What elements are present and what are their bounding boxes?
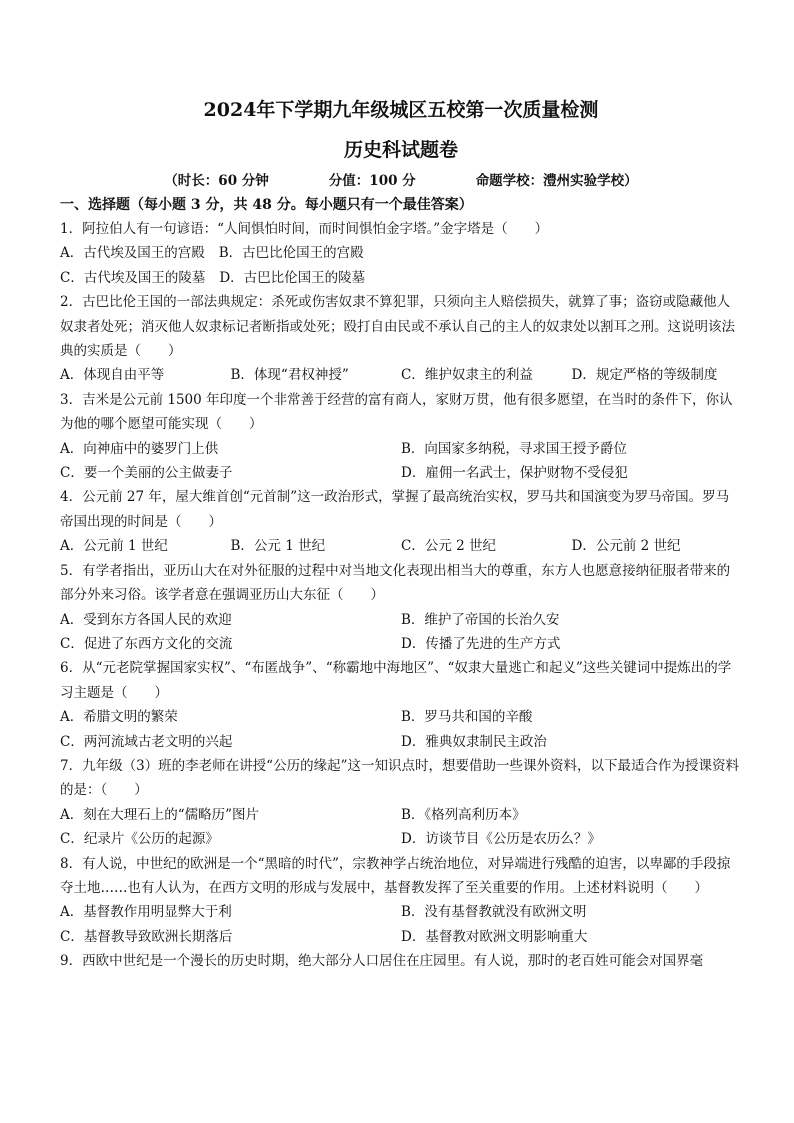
question-options [60, 363, 742, 387]
exam-title: 2024年下学期九年级城区五校第一次质量检测 [203, 99, 599, 121]
option: D．古巴比伦国王的陵墓 [219, 269, 366, 286]
option: D．传播了先进的生产方式 [401, 635, 561, 652]
option: C．基督教导致欧洲长期落后 [60, 928, 233, 945]
option: D．访谈节目《公历是农历么？》 [401, 831, 601, 848]
option: D．雇佣一名武士，保护财物不受侵犯 [401, 465, 628, 482]
option: C．维护奴隶主的利益 [401, 367, 533, 384]
option: A．希腊文明的繁荣 [60, 709, 178, 726]
exam-score: 分值：100 分 [328, 173, 416, 189]
option: A．刻在大理石上的“儒略历”图片 [60, 806, 260, 823]
option: A．体现自由平等 [60, 367, 165, 384]
question-options [60, 241, 742, 265]
option: C．纪录片《公历的起源》 [60, 831, 219, 848]
option: A．受到东方各国人民的欢迎 [60, 611, 232, 628]
option: A．古代埃及国王的宫殿 [60, 245, 205, 262]
exam-school: 命题学校：澧州实验学校） [475, 173, 638, 189]
option: B．维护了帝国的长治久安 [401, 611, 560, 628]
option: A．基督教作用明显弊大于利 [60, 904, 232, 921]
question-options [60, 803, 742, 852]
exam-subtitle: 历史科试题卷 [343, 139, 458, 161]
question-stem: 1．阿拉伯人有一句谚语：“人间惧怕时间，而时间惧怕金字塔。”金字塔是（ ） [60, 221, 549, 237]
option: C．古代埃及国王的陵墓 [60, 269, 206, 286]
option: D．公元前 2 世纪 [571, 538, 681, 555]
question-stem: 7．九年级（3）班的李老师在讲授“公历的缘起”这一知识点时，想要借助一些课外资料，以下最适合作为授课资料的是：（ ） [60, 757, 739, 799]
question-options [60, 437, 742, 486]
question-stem: 8．有人说，中世纪的欧洲是一个“黑暗的时代”，宗教神学占统治地位，对异端进行残酷的迫害，以卑鄙的手段掠夺土地……也有人认为，在西方文明的形成与发展中，基督教发挥了至关重要的作用。上述材料说明（ ） [60, 855, 731, 896]
option: C．促进了东西方文化的交流 [60, 635, 233, 652]
question-stem: 6．从“元老院掌握国家实权”、“布匿战争”、“称霸地中海地区”、“奴隶大量逃亡和起义”这些关键词中提炼出的学习主题是（ ） [60, 660, 732, 701]
option: B．《格列高利历本》 [401, 806, 526, 823]
question-options [60, 705, 742, 754]
option: B．没有基督教就没有欧洲文明 [401, 904, 587, 921]
option: A．公元前 1 世纪 [60, 538, 168, 555]
exam-duration: （时长：60 分钟 [164, 173, 269, 189]
question-options [60, 608, 742, 657]
question-stem: 3．吉米是公元前 1500 年印度一个非常善于经营的富有商人，家财万贯，他有很多愿望，在当时的条件下，你认为他的哪个愿望可能实现（ ） [60, 391, 733, 433]
exam-meta [60, 170, 742, 192]
option: B．体现“君权神授” [230, 367, 349, 384]
question-stem: 5．有学者指出，亚历山大在对外征服的过程中对当地文化表现出相当大的尊重，东方人也愿意接纳征服者带来的部分外来习俗。该学者意在强调亚历山大东征（ ） [60, 562, 731, 604]
question-stem: 9．西欧中世纪是一个漫长的历史时期，绝大部分人口居住在庄园里。有人说，那时的老百姓可能会对国界毫 [60, 953, 704, 970]
question-options [60, 900, 742, 949]
option: C．要一个美丽的公主做妻子 [60, 465, 233, 482]
question-stem: 4．公元前 27 年，屋大维首创“元首制”这一政治形式，掌握了最高统治实权，罗马共和国演变为罗马帝国。罗马帝国出现的时间是（ ） [60, 489, 730, 530]
option: D．雅典奴隶制民主政治 [401, 733, 547, 750]
section-heading: 一、选择题（每小题 3 分，共 48 分。每小题只有一个最佳答案） [60, 197, 473, 213]
option: B．罗马共和国的辛酸 [401, 709, 533, 726]
option: B．向国家多纳税，寻求国王授予爵位 [401, 440, 627, 457]
question-options [60, 266, 742, 290]
option: A．向神庙中的婆罗门上供 [60, 440, 219, 457]
question-options [60, 534, 742, 558]
option: C．公元 2 世纪 [401, 538, 497, 555]
question-stem: 2．古巴比伦王国的一部法典规定：杀死或伤害奴隶不算犯罪，只须向主人赔偿损失，就算了事；盗窃或隐藏他人奴隶者处死；消灭他人奴隶标记者断指或处死；殴打自由民或不承认自己的主人的奴隶处以割耳之刑。这说明该法典的实质是（ ） [60, 294, 735, 360]
option: B．古巴比伦国王的宫殿 [218, 245, 364, 262]
option: D．规定严格的等级制度 [571, 367, 718, 384]
option: C．两河流域古老文明的兴起 [60, 733, 233, 750]
option: D．基督教对欧洲文明影响重大 [401, 928, 588, 945]
option: B．公元 1 世纪 [230, 538, 326, 555]
